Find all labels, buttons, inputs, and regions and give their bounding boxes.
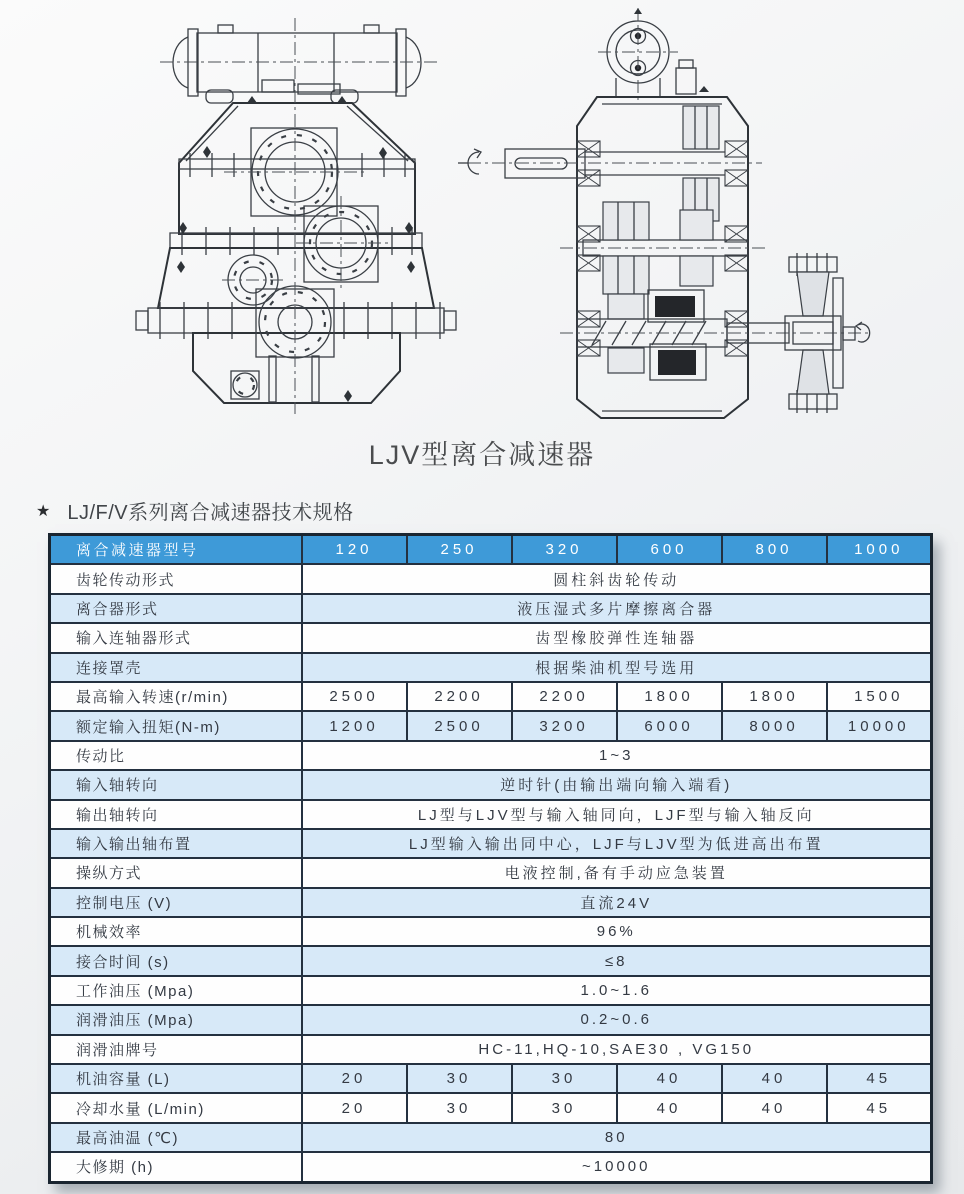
drawing-caption: LJV型离合减速器	[368, 440, 596, 470]
table-row	[50, 653, 932, 682]
table-row	[50, 1064, 932, 1093]
table-row	[50, 564, 932, 593]
row-value: 45	[827, 1064, 932, 1093]
row-value: 2200	[407, 682, 512, 711]
row-value: 8000	[722, 711, 827, 740]
table-row	[50, 682, 932, 711]
row-value: 1800	[722, 682, 827, 711]
table-row	[50, 594, 932, 623]
spec-table-body	[50, 564, 932, 1182]
row-value-span: 0.2~0.6	[302, 1005, 932, 1034]
row-label: 最高输入转速(r/min)	[50, 682, 302, 711]
row-value-span: ≤8	[302, 946, 932, 975]
row-label: 冷却水量 (L/min)	[50, 1093, 302, 1122]
row-label: 控制电压 (V)	[50, 888, 302, 917]
table-row	[50, 1093, 932, 1122]
row-value: 2500	[407, 711, 512, 740]
section-heading	[36, 496, 354, 525]
table-row	[50, 711, 932, 740]
side-section-drawing	[458, 8, 872, 418]
row-value: 3200	[512, 711, 617, 740]
table-row	[50, 976, 932, 1005]
table-row	[50, 623, 932, 652]
input-shaft	[458, 149, 762, 178]
table-row	[50, 770, 932, 799]
row-value: 40	[617, 1064, 722, 1093]
table-row	[50, 858, 932, 887]
row-value-span: 电液控制,备有手动应急装置	[302, 858, 932, 887]
row-label: 输入连轴器形式	[50, 623, 302, 652]
row-value: 40	[617, 1093, 722, 1122]
row-value: 2200	[512, 682, 617, 711]
row-value-span: LJ型输入输出同中心，LJF与LJV型为低进高出布置	[302, 829, 932, 858]
section-title: LJ/F/V系列离合减速器技术规格	[67, 502, 354, 524]
table-row	[50, 1035, 932, 1064]
header-model-320: 320	[512, 535, 617, 565]
row-value: 10000	[827, 711, 932, 740]
row-label: 机械效率	[50, 917, 302, 946]
row-value: 1200	[302, 711, 407, 740]
table-row	[50, 946, 932, 975]
technical-drawings	[0, 0, 964, 475]
row-label: 传动比	[50, 741, 302, 770]
header-model-120: 120	[302, 535, 407, 565]
table-row	[50, 800, 932, 829]
table-row	[50, 1005, 932, 1034]
row-label: 润滑油压 (Mpa)	[50, 1005, 302, 1034]
row-label: 润滑油牌号	[50, 1035, 302, 1064]
row-value-span: 96%	[302, 917, 932, 946]
bearing-port-circle	[296, 196, 388, 290]
spec-table-wrapper	[48, 533, 933, 1184]
table-row	[50, 829, 932, 858]
row-value-span: 直流24V	[302, 888, 932, 917]
output-shaft	[560, 319, 872, 347]
row-value-span: 1.0~1.6	[302, 976, 932, 1005]
row-label: 工作油压 (Mpa)	[50, 976, 302, 1005]
row-value-span: 逆时针(由输出端向输入端看)	[302, 770, 932, 799]
row-value: 30	[512, 1093, 617, 1122]
star-icon: ★	[36, 502, 51, 520]
table-header-row	[50, 535, 932, 565]
row-value: 1800	[617, 682, 722, 711]
row-value-span: HC-11,HQ-10,SAE30 , VG150	[302, 1035, 932, 1064]
row-label: 大修期 (h)	[50, 1152, 302, 1182]
row-value-span: 液压湿式多片摩擦离合器	[302, 594, 932, 623]
row-label: 操纵方式	[50, 858, 302, 887]
spec-table	[48, 533, 933, 1184]
row-value: 6000	[617, 711, 722, 740]
row-value-span: LJ型与LJV型与输入轴同向，LJF型与输入轴反向	[302, 800, 932, 829]
row-value: 45	[827, 1093, 932, 1122]
row-value: 30	[407, 1093, 512, 1122]
header-model-250: 250	[407, 535, 512, 565]
row-label: 最高油温 (℃)	[50, 1123, 302, 1152]
small-cover-circle	[222, 255, 284, 305]
table-row	[50, 741, 932, 770]
row-value: 40	[722, 1064, 827, 1093]
row-value-span: ~10000	[302, 1152, 932, 1182]
row-label: 机油容量 (L)	[50, 1064, 302, 1093]
row-value: 1500	[827, 682, 932, 711]
row-label: 齿轮传动形式	[50, 564, 302, 593]
header-model-600: 600	[617, 535, 722, 565]
row-label: 额定输入扭矩(N-m)	[50, 711, 302, 740]
row-value-span: 1~3	[302, 741, 932, 770]
header-model-label: 离合减速器型号	[50, 535, 302, 565]
row-value: 2500	[302, 682, 407, 711]
row-value-span: 根据柴油机型号选用	[302, 653, 932, 682]
row-value: 20	[302, 1064, 407, 1093]
row-value-span: 圆柱斜齿轮传动	[302, 564, 932, 593]
row-value: 30	[512, 1064, 617, 1093]
row-label: 输入轴转向	[50, 770, 302, 799]
front-view-drawing	[136, 18, 456, 414]
row-value: 20	[302, 1093, 407, 1122]
row-value-span: 齿型橡胶弹性连轴器	[302, 623, 932, 652]
table-row	[50, 1123, 932, 1152]
table-row	[50, 888, 932, 917]
oil-pump-circle	[598, 8, 678, 102]
row-label: 连接罩壳	[50, 653, 302, 682]
table-row	[50, 1152, 932, 1182]
row-value: 30	[407, 1064, 512, 1093]
row-label: 输入输出轴布置	[50, 829, 302, 858]
table-row	[50, 917, 932, 946]
header-model-800: 800	[722, 535, 827, 565]
row-label: 接合时间 (s)	[50, 946, 302, 975]
row-value-span: 80	[302, 1123, 932, 1152]
row-label: 输出轴转向	[50, 800, 302, 829]
row-label: 离合器形式	[50, 594, 302, 623]
header-model-1000: 1000	[827, 535, 932, 565]
row-value: 40	[722, 1093, 827, 1122]
